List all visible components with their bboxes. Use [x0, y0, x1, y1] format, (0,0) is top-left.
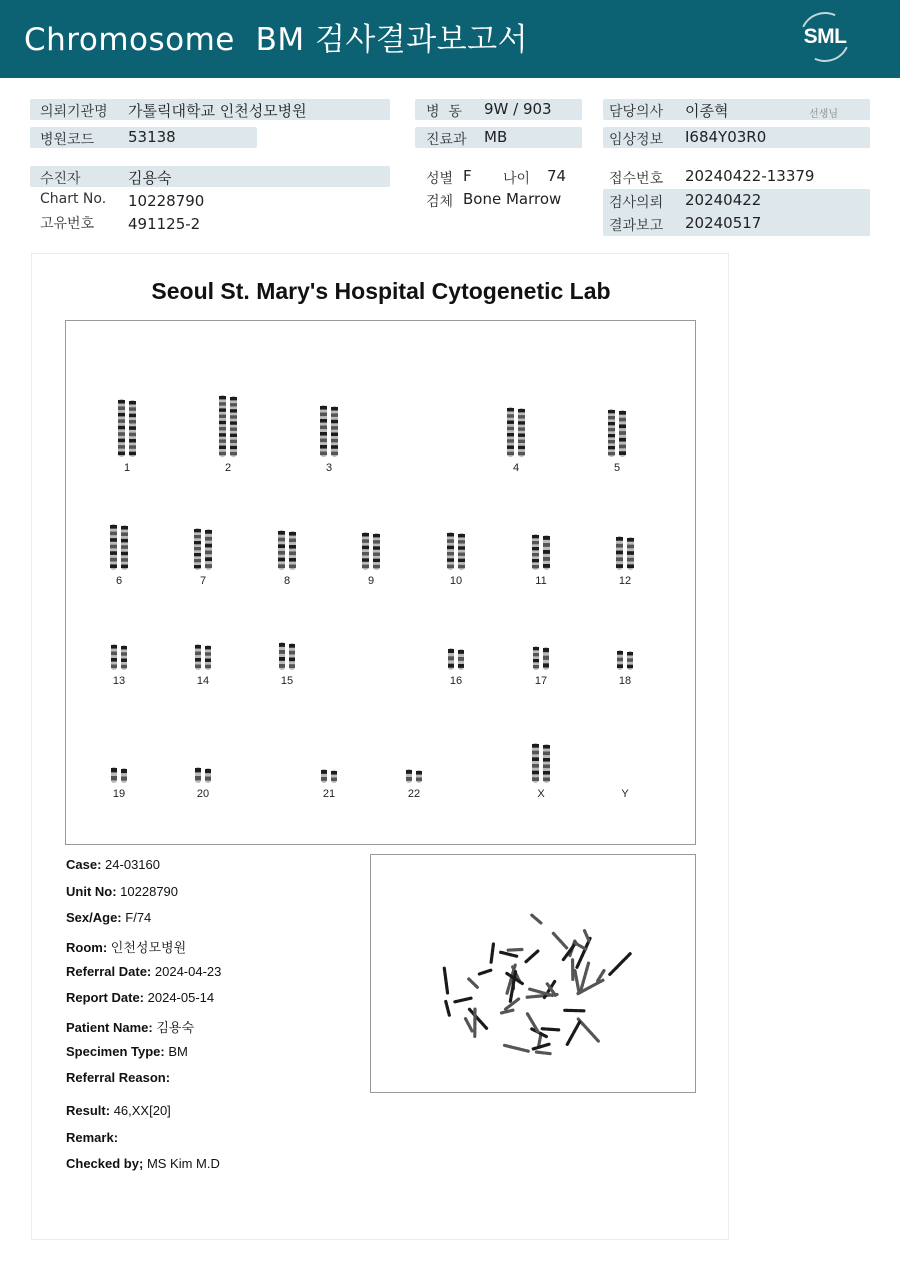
metaphase-chromosome [465, 1019, 472, 1031]
chart-no-label: Chart No. [40, 191, 107, 207]
chromosome-pair-3 [320, 405, 338, 457]
chromosome-pair-16 [448, 648, 464, 670]
chromosome-label-Y: Y [621, 788, 629, 800]
doctor-suffix: 선생님 [809, 109, 838, 120]
result-field: Result: 46,XX[20] [66, 1103, 171, 1118]
chromosome-label-2: 2 [224, 462, 232, 474]
metaphase-chromosome [578, 1019, 598, 1041]
karyotype-image [65, 320, 696, 845]
checked-by-field: Checked by; MS Kim M.D [66, 1156, 220, 1171]
chromosome-pair-12 [616, 536, 634, 570]
chromosome-pair-9 [362, 532, 380, 570]
sml-logo [796, 12, 854, 66]
chromosome-label-22: 22 [407, 788, 421, 800]
receipt-no-label: 접수번호 [609, 171, 664, 187]
unique-no-label: 고유번호 [40, 216, 95, 232]
metaphase-chromosome [505, 1045, 529, 1051]
unit-no-field: Unit No: 10228790 [66, 884, 179, 899]
chromosome-pair-10 [447, 532, 465, 570]
ward-value: 9W / 903 [484, 100, 552, 118]
metaphase-chromosome [533, 1044, 549, 1049]
chromosome-pair-X [532, 743, 550, 783]
specimen-label: 검체 [426, 194, 454, 210]
chromosome-label-5: 5 [613, 462, 621, 474]
chromosome-pair-18 [617, 650, 633, 670]
doctor-label: 담당의사 [609, 104, 664, 120]
room-field: Room: 인천성모병원 [66, 940, 187, 955]
case-field: Case: 24-03160 [66, 857, 160, 872]
metaphase-chromosome [446, 1001, 450, 1015]
patient-bar [30, 166, 390, 187]
metaphase-chromosome [502, 1010, 513, 1013]
chromosome-label-14: 14 [196, 675, 210, 687]
chromosome-pair-20 [195, 767, 211, 783]
chromosome-pair-6 [110, 524, 128, 570]
age-value: 74 [547, 167, 567, 185]
patient-value: 김용숙 [128, 169, 172, 187]
metaphase-chromosome [444, 968, 447, 993]
chromosome-label-18: 18 [618, 675, 632, 687]
request-date-value: 20240422 [685, 191, 762, 209]
sex-value: F [463, 167, 472, 185]
chromosome-pair-4 [507, 407, 525, 457]
receipt-no-value: 20240422-13379 [685, 167, 815, 185]
metaphase-chromosome [610, 954, 630, 975]
metaphase-chromosome [454, 998, 471, 1002]
clinical-info-value: I684Y03R0 [685, 128, 767, 146]
patient-label: 수진자 [40, 171, 81, 187]
chromosome-label-11: 11 [535, 575, 547, 587]
metaphase-chromosome [508, 950, 522, 951]
chromosome-label-8: 8 [283, 575, 291, 587]
chart-no-value: 10228790 [128, 192, 205, 210]
ward-label: 병 동 [426, 104, 462, 120]
remark-field: Remark: [66, 1130, 119, 1145]
institution-value: 가톨릭대학교 인천성모병원 [128, 102, 307, 120]
metaphase-chromosome [479, 970, 491, 974]
metaphase-chromosome [532, 915, 542, 923]
specimen-type-field: Specimen Type: BM [66, 1044, 188, 1059]
chromosome-label-X: X [537, 788, 545, 800]
chromosome-label-19: 19 [112, 788, 126, 800]
cytogenetic-report [31, 253, 729, 1240]
chromosome-label-16: 16 [449, 675, 463, 687]
chromosome-label-4: 4 [512, 462, 520, 474]
report-header [0, 0, 900, 78]
metaphase-chromosome [491, 944, 493, 962]
chromosome-pair-13 [111, 644, 127, 670]
metaphase-chromosome [567, 1022, 579, 1044]
chromosome-label-17: 17 [534, 675, 548, 687]
age-label: 나이 [503, 171, 531, 187]
referral-date-field: Referral Date: 2024-04-23 [66, 964, 222, 979]
chromosome-pair-17 [533, 646, 549, 670]
unique-no-value: 491125-2 [128, 215, 201, 233]
metaphase-spread [371, 855, 697, 1094]
sex-age-field: Sex/Age: F/74 [66, 910, 152, 925]
chromosome-label-20: 20 [196, 788, 210, 800]
chromosome-pair-22 [406, 769, 422, 783]
department-value: MB [484, 128, 508, 146]
metaphase-chromosome [542, 1029, 559, 1030]
chromosome-label-21: 21 [322, 788, 336, 800]
chromosome-label-7: 7 [199, 575, 207, 587]
chromosome-pair-19 [111, 767, 127, 783]
doctor-value: 이종혁 [685, 102, 729, 120]
metaphase-chromosome [536, 1052, 550, 1054]
chromosome-pair-2 [219, 395, 237, 457]
chromosome-pair-15 [279, 642, 295, 670]
department-label: 진료과 [426, 132, 467, 148]
report-date-label: 결과보고 [609, 218, 664, 234]
report-title: Chromosome BM 검사결과보고서 [24, 22, 529, 58]
karyotype-chromosomes [66, 321, 697, 846]
referral-reason-field: Referral Reason: [66, 1070, 171, 1085]
metaphase-chromosome [575, 971, 579, 993]
hospital-code-value: 53138 [128, 128, 176, 146]
chromosome-pair-21 [321, 769, 337, 783]
chromosome-pair-7 [194, 528, 212, 570]
metaphase-chromosome [584, 931, 588, 941]
chromosome-label-12: 12 [618, 575, 632, 587]
lab-title: Seoul St. Mary's Hospital Cytogenetic Lab [151, 278, 611, 304]
chromosome-pair-5 [608, 409, 626, 457]
metaphase-chromosome [553, 933, 566, 947]
metaphase-chromosome [469, 1009, 487, 1028]
chromosome-label-9: 9 [367, 575, 375, 587]
chromosome-label-6: 6 [115, 575, 123, 587]
metaphase-chromosome [469, 979, 478, 988]
chromosome-label-15: 15 [280, 675, 294, 687]
metaphase-image [370, 854, 696, 1093]
chromosome-label-3: 3 [325, 462, 333, 474]
metaphase-chromosome [565, 1010, 584, 1011]
clinical-info-label: 임상정보 [609, 132, 664, 148]
chromosome-label-13: 13 [112, 675, 126, 687]
sex-label: 성별 [426, 171, 454, 187]
metaphase-chromosome [575, 943, 585, 949]
chromosome-pair-1 [118, 399, 136, 457]
chromosome-label-10: 10 [449, 575, 463, 587]
chromosome-pair-8 [278, 530, 296, 570]
hospital-code-label: 병원코드 [40, 132, 95, 148]
chromosome-pair-11 [532, 534, 550, 570]
chromosome-pair-14 [195, 644, 211, 670]
patient-name-field: Patient Name: 김용숙 [66, 1020, 195, 1035]
report-date-value: 20240517 [685, 214, 762, 232]
specimen-value: Bone Marrow [463, 190, 562, 208]
metaphase-chromosome [501, 952, 518, 956]
chromosome-label-1: 1 [123, 462, 131, 474]
logo-text: SML [803, 25, 847, 48]
report-date-field: Report Date: 2024-05-14 [66, 990, 215, 1005]
request-date-label: 검사의뢰 [609, 195, 664, 211]
institution-label: 의뢰기관명 [40, 104, 108, 120]
metaphase-chromosome [526, 951, 538, 962]
